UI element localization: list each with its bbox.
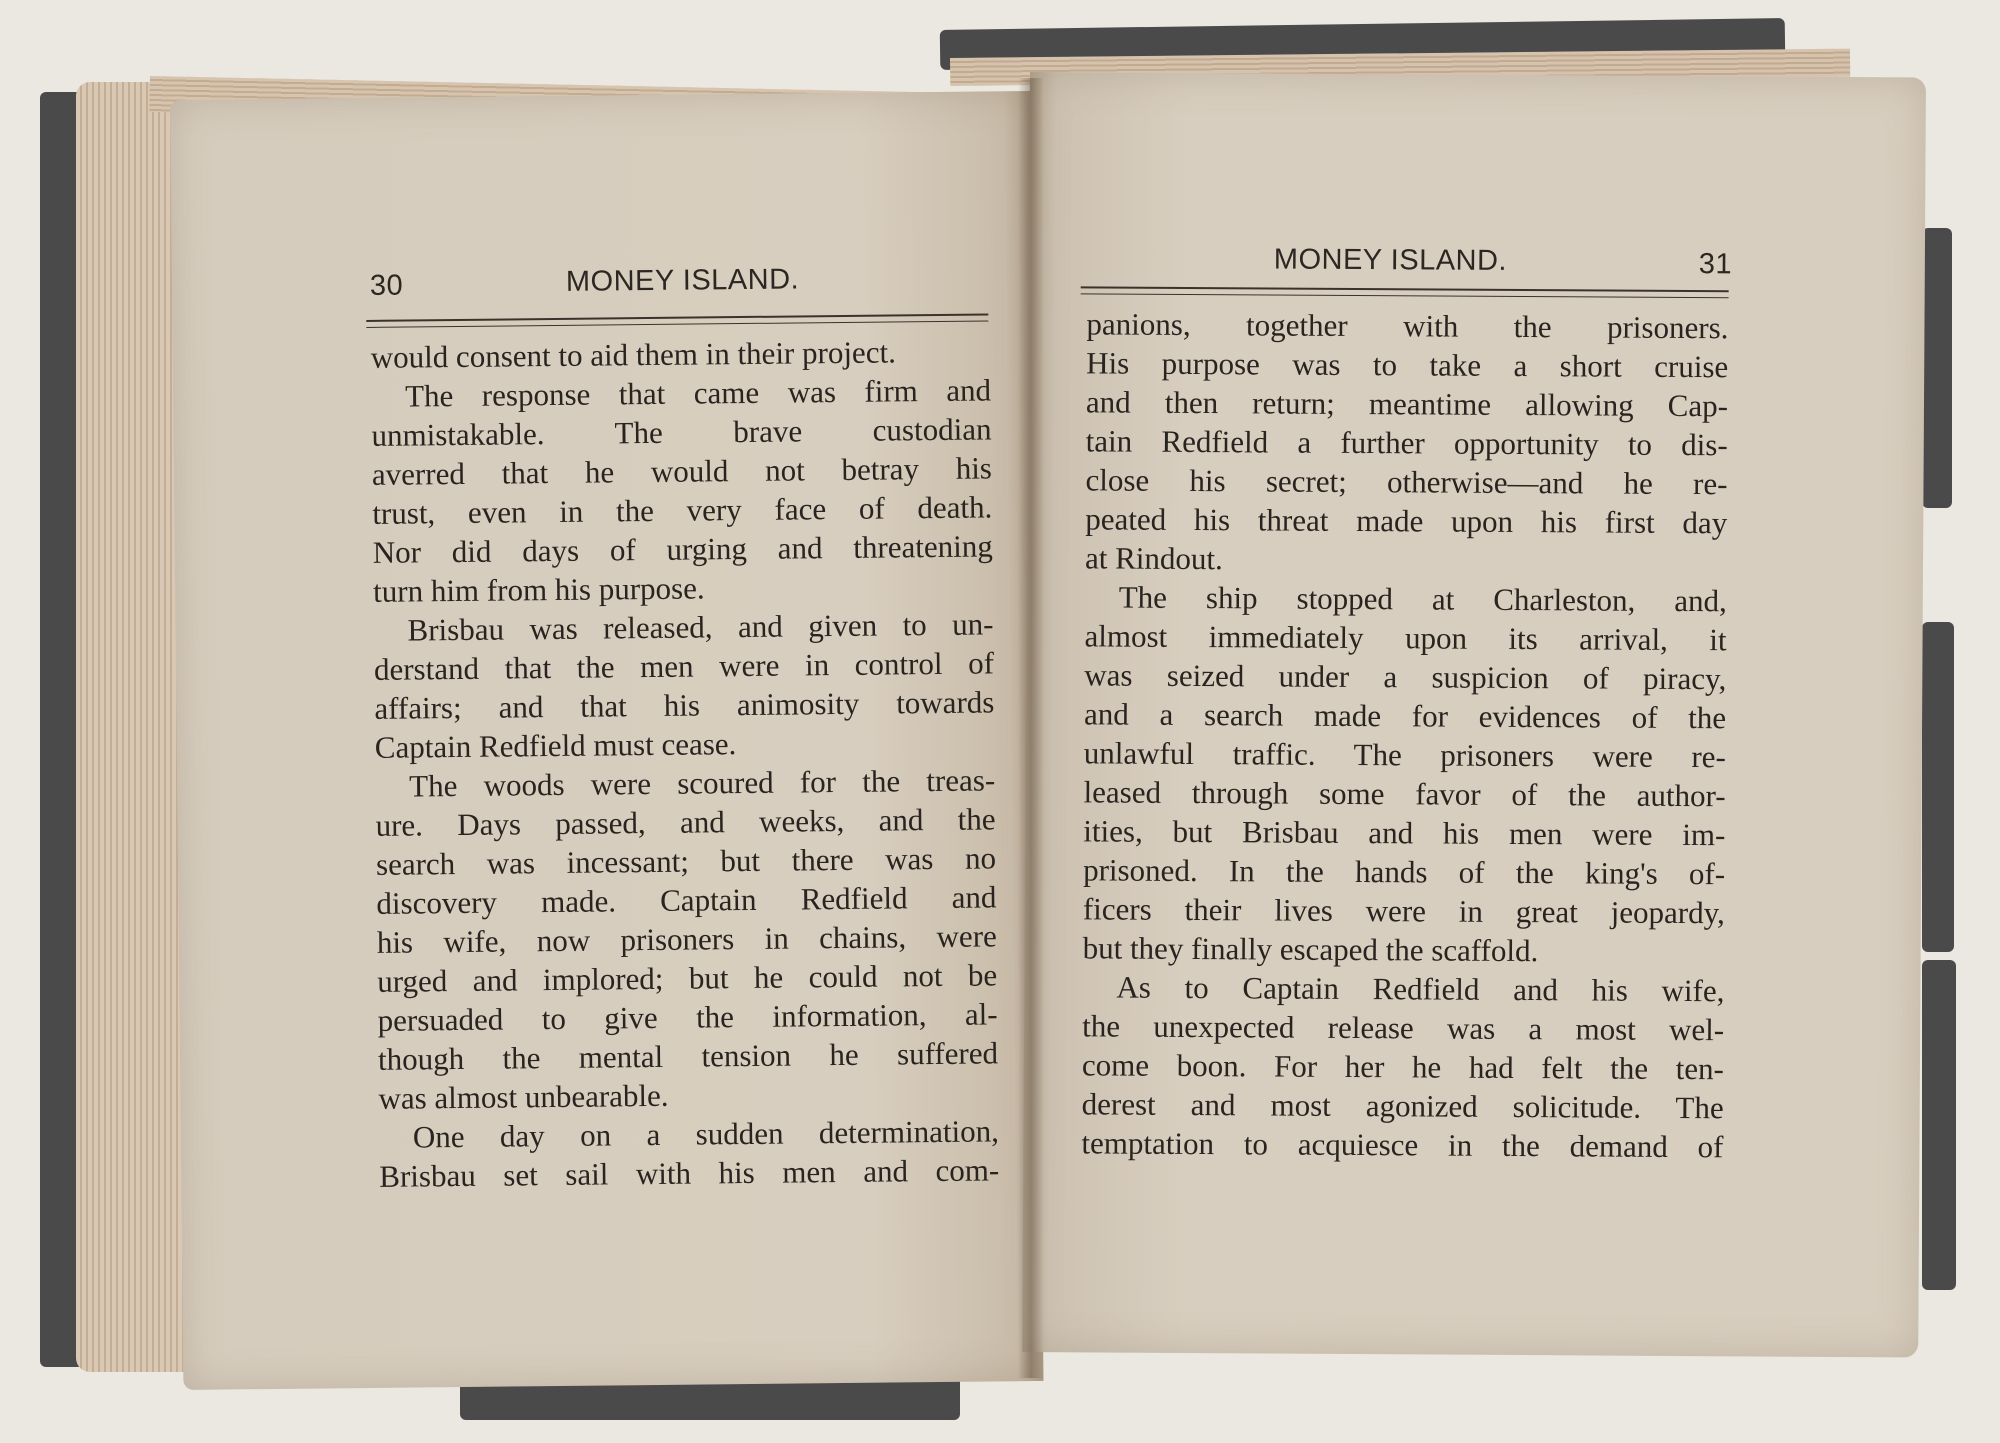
text-line: affairs; and that his animosity towards — [374, 684, 995, 726]
page-stack-edge — [76, 82, 186, 1372]
left-header-rule-thin — [366, 320, 988, 328]
text-line: temptation to acquiesce in the demand of — [1081, 1125, 1724, 1165]
left-page-body — [371, 331, 1000, 1195]
text-line: As to Captain Redfield and his wife, — [1116, 969, 1725, 1009]
text-line: Nor did days of urging and threatening — [372, 528, 993, 570]
text-line: One day on a sudden determination, — [412, 1113, 1000, 1155]
text-line: unmistakable. The brave custodian — [371, 411, 992, 453]
book-cover-right-lower — [1922, 960, 1956, 1290]
text-line: come boon. For her he had felt the ten- — [1081, 1047, 1725, 1087]
text-line: though the mental tension he suffered — [377, 1035, 999, 1077]
text-line: was almost unbearable. — [378, 1077, 669, 1116]
text-line: panions, together with the prisoners. — [1086, 306, 1729, 346]
text-line: Brisbau was released, and given to un- — [407, 606, 994, 648]
book-cover-right-upper — [1922, 228, 1952, 508]
book-gutter-shadow — [1018, 78, 1044, 1378]
text-line: The ship stopped at Charleston, and, — [1118, 579, 1727, 619]
text-line: The woods were scoured for the treas- — [409, 762, 996, 804]
right-page-number: 31 — [1698, 248, 1733, 281]
text-line: Brisbau set sail with his men and com- — [379, 1152, 1000, 1194]
text-line: and a search made for evidences of the — [1083, 696, 1727, 736]
text-line: and then return; meantime allowing Cap- — [1085, 384, 1729, 424]
right-page-body — [1081, 304, 1728, 1166]
text-line: persuaded to give the information, al- — [377, 996, 998, 1038]
text-line: averred that he would not betray his — [371, 450, 993, 492]
text-line: close his secret; otherwise—and he re- — [1085, 462, 1728, 502]
text-line: His purpose was to take a short cruise — [1086, 345, 1729, 385]
text-line: his wife, now prisoners in chains, were — [376, 918, 997, 960]
text-line: discovery made. Captain Redfield and — [376, 879, 997, 921]
text-line: tain Redfield a further opportunity to dis- — [1085, 423, 1728, 463]
text-line: leased through some favor of the author- — [1083, 774, 1726, 814]
text-line: search was incessant; but there was no — [375, 840, 997, 882]
text-line: ities, but Brisbau and his men were im- — [1083, 813, 1726, 853]
right-page — [1022, 72, 1926, 1357]
right-running-head: MONEY ISLAND. — [1273, 243, 1508, 277]
text-line: unlawful traffic. The prisoners were re- — [1083, 735, 1726, 775]
text-line: peated his threat made upon his first day — [1085, 501, 1728, 541]
text-line: almost immediately upon its arrival, it — [1084, 618, 1727, 658]
text-line: prisoned. In the hands of the king's of- — [1083, 852, 1726, 892]
text-line: was seized under a suspicion of piracy, — [1084, 657, 1727, 697]
text-line: The response that came was firm and — [404, 372, 992, 414]
text-line: but they finally escaped the scaffold. — [1082, 930, 1539, 969]
left-page — [170, 91, 1043, 1390]
text-line: would consent to aid them in their project. — [370, 334, 897, 375]
text-line: ure. Days passed, and weeks, and the — [375, 801, 996, 843]
text-line: trust, even in the very face of death. — [372, 489, 993, 531]
right-header-rule-thin — [1081, 293, 1729, 298]
text-line: derest and most agonized solicitude. The — [1081, 1086, 1724, 1126]
text-line: Captain Redfield must cease. — [374, 726, 737, 765]
text-line: ficers their lives were in great jeopardy, — [1082, 891, 1725, 931]
book-cover-right-middle — [1922, 622, 1954, 952]
text-line: derstand that the men were in control of — [373, 645, 995, 687]
right-header-rule — [1081, 286, 1729, 292]
text-line: at Rindout. — [1084, 540, 1223, 577]
left-page-number: 30 — [369, 269, 404, 302]
text-line: urged and implored; but he could not be — [377, 957, 998, 999]
text-line: the unexpected release was a most wel- — [1082, 1008, 1725, 1048]
left-running-head: MONEY ISLAND. — [565, 263, 800, 298]
text-line: turn him from his purpose. — [372, 570, 705, 609]
